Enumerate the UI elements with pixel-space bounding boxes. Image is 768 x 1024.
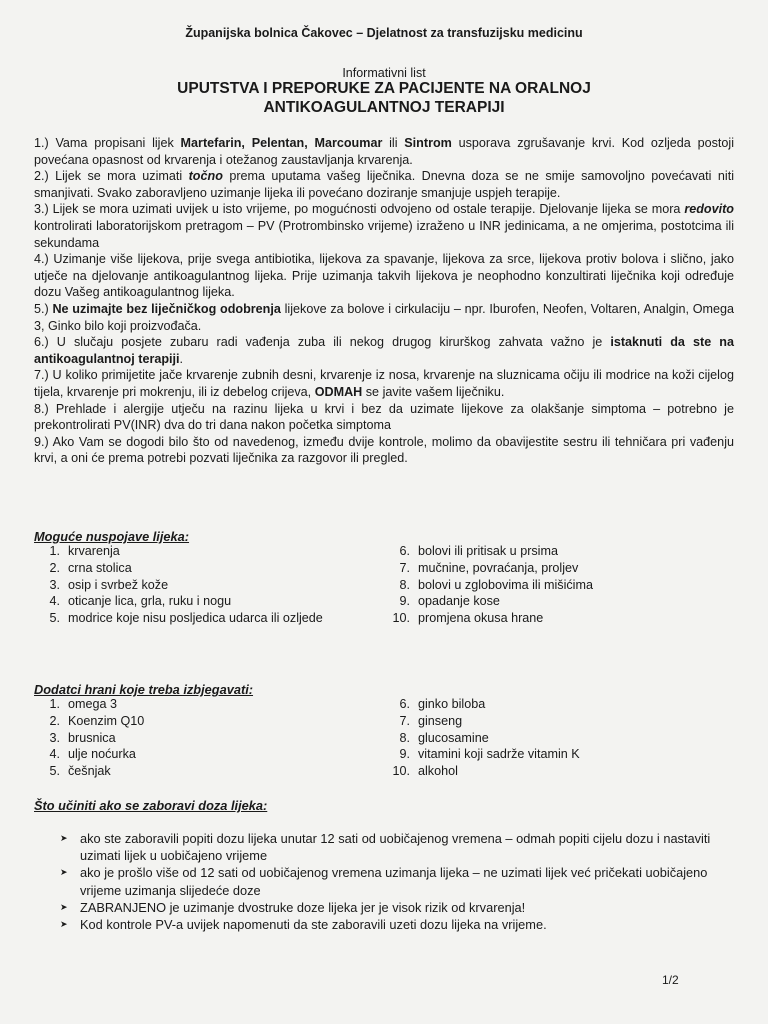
- list-item: [380, 746, 720, 763]
- instruction-text: 7.) U koliko primijetite jače krvarenje zubnih desni, krvarenje iz nosa, krvarenje na sluznicama očiju ili modrice na koži cijelog tijela, krvarenje pri mokrenju, ili iz debelog crijeva,: [34, 368, 734, 399]
- list-item: [380, 610, 720, 627]
- list-item-number: 2.: [49, 560, 60, 575]
- list-item: [34, 763, 364, 780]
- instruction-item: [34, 334, 734, 367]
- list-item-text: mučnine, povraćanja, proljev: [418, 560, 579, 575]
- list-item: [380, 713, 720, 730]
- list-item-text: glucosamine: [418, 730, 489, 745]
- list-item-number: 7.: [399, 713, 410, 728]
- list-item: [380, 577, 720, 594]
- instruction-bold: Ne uzimajte bez liječničkog odobrenja: [52, 301, 281, 316]
- list-item: [34, 543, 364, 560]
- list-item-number: 9.: [399, 747, 410, 762]
- instruction-bold: Sintrom: [404, 136, 452, 150]
- instruction-text: 2.) Lijek se mora uzimati: [34, 169, 189, 184]
- list-item-text: krvarenja: [68, 544, 120, 558]
- bullet-item: [60, 916, 720, 933]
- list-item-text: Koenzim Q10: [68, 713, 145, 728]
- instruction-item: [34, 367, 734, 400]
- list-item-text: vitamini koji sadrže vitamin K: [418, 747, 580, 762]
- list-item-text: opadanje kose: [418, 594, 500, 609]
- instruction-item: [34, 251, 734, 301]
- list-item-text: bolovi ili pritisak u prsima: [418, 544, 558, 558]
- bullet-item: [60, 864, 720, 898]
- instruction-text: 6.) U slučaju posjete zubaru radi vađenja zuba ili nekog drugog kirurškog zahvata važno je: [34, 335, 611, 350]
- instruction-bold: istaknuti da ste na antikoagulantnoj terapiji: [34, 335, 734, 366]
- list-item: [380, 763, 720, 780]
- list-item-number: 6.: [399, 697, 410, 711]
- list-item-text: ginko biloba: [418, 697, 486, 711]
- instruction-text: ili: [382, 136, 405, 150]
- list-item-number: 1.: [49, 697, 60, 711]
- instruction-text: 9.) Ako Vam se dogodi bilo što od navedenog, između dvije kontrole, molimo da obavijestite sestru ili tehničara pri vađenju krvi, a oni će prema potrebi pozvati liječnika za razgovor ili pregled.: [34, 434, 734, 466]
- list-item-number: 8.: [399, 730, 410, 745]
- list-item: [380, 560, 720, 577]
- instruction-bold: ODMAH: [314, 384, 363, 399]
- arrow-bullet-icon: ➤: [60, 901, 68, 912]
- list-item-text: promjena okusa hrane: [418, 611, 544, 626]
- bullet-text: ako ste zaboravili popiti dozu lijeka unutar 12 sati od uobičajenog vremena – odmah popiti cijelu dozu i nastaviti uzimati lijek u uobičajeno vrijeme: [80, 831, 711, 864]
- list-item: [34, 577, 364, 594]
- list-item-text: osip i svrbež kože: [68, 577, 169, 592]
- instruction-text: 3.) Lijek se mora uzimati uvijek u isto vrijeme, po mogućnosti odvojeno od ostale terapije. Djelovanje lijeka se mora: [34, 202, 685, 217]
- instruction-bold-italic: točno: [188, 169, 223, 184]
- instruction-text: prema uputama vašeg liječnika. Dnevna doza se ne smije samovoljno povećavati niti smanjivati. Svako zaboravljeno uzimanje lijeka ili povećano doziranje smanjuje uspjeh terapije.: [34, 169, 734, 200]
- side-effects-list-left: [34, 543, 364, 627]
- list-item: [380, 730, 720, 747]
- page-number: 1/2: [662, 973, 679, 987]
- supplements-list-right: [380, 696, 720, 780]
- instruction-text: .: [179, 351, 184, 366]
- missed-dose-title: Što učiniti ako se zaboravi doza lijeka:: [34, 798, 268, 813]
- list-item-number: 9.: [399, 594, 410, 609]
- instruction-bold: Martefarin, Pelentan, Marcoumar: [180, 136, 383, 150]
- list-item-number: 3.: [49, 577, 60, 592]
- document-title: [0, 79, 768, 117]
- list-item-text: oticanje lica, grla, ruku i nogu: [68, 594, 232, 609]
- supplements-title: Dodatci hrani koje treba izbjegavati:: [34, 682, 254, 697]
- instruction-text: 1.) Vama propisani lijek: [34, 136, 181, 150]
- instruction-bold-italic: redovito: [684, 202, 734, 217]
- institution-header: Županijska bolnica Čakovec – Djelatnost za transfuzijsku medicinu: [185, 26, 583, 40]
- list-item: [34, 746, 364, 763]
- instruction-text: 4.) Uzimanje više lijekova, prije svega antibiotika, lijekova za spavanje, lijekova za srce, lijekova protiv bolova i slično, jako utječe na djelovanje antikoagulantnog lijeka. Prije uzimanja takvih lijekova je neophodno konzultirati liječnika koji određuje dozu Vašeg antikoagulantnog lijeka.: [34, 252, 734, 300]
- list-item-number: 10.: [392, 611, 410, 626]
- bullet-item: [60, 899, 720, 916]
- instruction-text: se javite vašem liječniku.: [362, 384, 505, 399]
- list-item-text: alkohol: [418, 764, 458, 779]
- list-item-number: 2.: [49, 713, 60, 728]
- title-line-2: ANTIKOAGULANTNOJ TERAPIJI: [263, 99, 505, 116]
- list-item-text: bolovi u zglobovima ili mišićima: [418, 577, 593, 592]
- list-item-number: 10.: [392, 764, 410, 779]
- side-effects-list-right: [380, 543, 720, 627]
- arrow-bullet-icon: ➤: [60, 919, 68, 930]
- instruction-item: [34, 135, 734, 168]
- list-item-number: 8.: [399, 577, 410, 592]
- list-item-text: češnjak: [68, 764, 111, 779]
- instruction-text: 5.): [34, 301, 53, 316]
- arrow-bullet-icon: ➤: [60, 867, 68, 878]
- list-item: [380, 696, 720, 713]
- list-item-text: brusnica: [68, 730, 116, 745]
- missed-dose-list: [60, 830, 720, 933]
- list-item-text: ginseng: [418, 713, 463, 728]
- instruction-text: lijekove za bolove i cirkulaciju – npr. Iburofen, Neofen, Voltaren, Analgin, Omega 3, Ginko bilo koji proizvođača.: [34, 301, 734, 333]
- supplements-list-left: [34, 696, 364, 780]
- list-item: [34, 696, 364, 713]
- instruction-item: [34, 201, 734, 251]
- instruction-text: kontrolirati laboratorijskom pretragom – PV (Protrombinsko vrijeme) izraženo u INR jedinicama, a ne omjerima, postotcima ili sekundama: [34, 218, 734, 250]
- list-item: [34, 560, 364, 577]
- instructions-list: [34, 135, 734, 467]
- list-item-number: 7.: [399, 560, 410, 575]
- instruction-item: [34, 401, 734, 434]
- bullet-text: Kod kontrole PV-a uvijek napomenuti da ste zaboravili uzeti dozu lijeka na vrijeme.: [80, 917, 547, 933]
- list-item-number: 3.: [49, 730, 60, 745]
- list-item: [34, 730, 364, 747]
- list-item-number: 5.: [49, 611, 60, 626]
- list-item-text: ulje noćurka: [68, 747, 136, 762]
- bullet-text: ZABRANJENO je uzimanje dvostruke doze lijeka jer je visok rizik od krvarenja!: [80, 899, 526, 915]
- list-item-text: crna stolica: [68, 560, 132, 575]
- list-item-text: omega 3: [68, 697, 118, 711]
- document-subtitle: Informativni list: [342, 66, 426, 80]
- list-item-number: 5.: [49, 764, 60, 779]
- list-item: [34, 593, 364, 610]
- list-item: [34, 713, 364, 730]
- instruction-text: usporava zgrušavanje krvi. Kod ozljeda postoji povećana opasnost od krvarenja i otežanog zaustavljanja krvarenja.: [34, 136, 734, 167]
- list-item: [380, 543, 720, 560]
- instruction-item: [34, 301, 734, 334]
- list-item-number: 4.: [49, 747, 60, 762]
- list-item-number: 6.: [399, 544, 410, 558]
- list-item-number: 1.: [49, 544, 60, 558]
- instruction-item: [34, 434, 734, 467]
- bullet-item: [60, 830, 720, 864]
- title-line-1: UPUTSTVA I PREPORUKE ZA PACIJENTE NA ORALNOJ: [177, 80, 591, 97]
- instruction-item: [34, 168, 734, 201]
- instruction-text: 8.) Prehlade i alergije utječu na razinu lijeka u krvi i bez da uzimate lijekove za olakšanje simptoma – potrebno je prekontrolirati PV(INR) dva do tri dana nakon početka simptoma: [34, 401, 734, 433]
- list-item-text: modrice koje nisu posljedica udarca ili ozljede: [68, 611, 323, 626]
- side-effects-title: Moguće nuspojave lijeka:: [34, 529, 190, 544]
- bullet-text: ako je prošlo više od 12 sati od uobičajenog vremena uzimanja lijeka – ne uzimati lijek već pričekati uobičajeno vrijeme uzimanja slijedeće doze: [80, 865, 708, 898]
- list-item: [380, 593, 720, 610]
- list-item: [34, 610, 364, 627]
- arrow-bullet-icon: ➤: [60, 833, 68, 843]
- list-item-number: 4.: [49, 594, 60, 609]
